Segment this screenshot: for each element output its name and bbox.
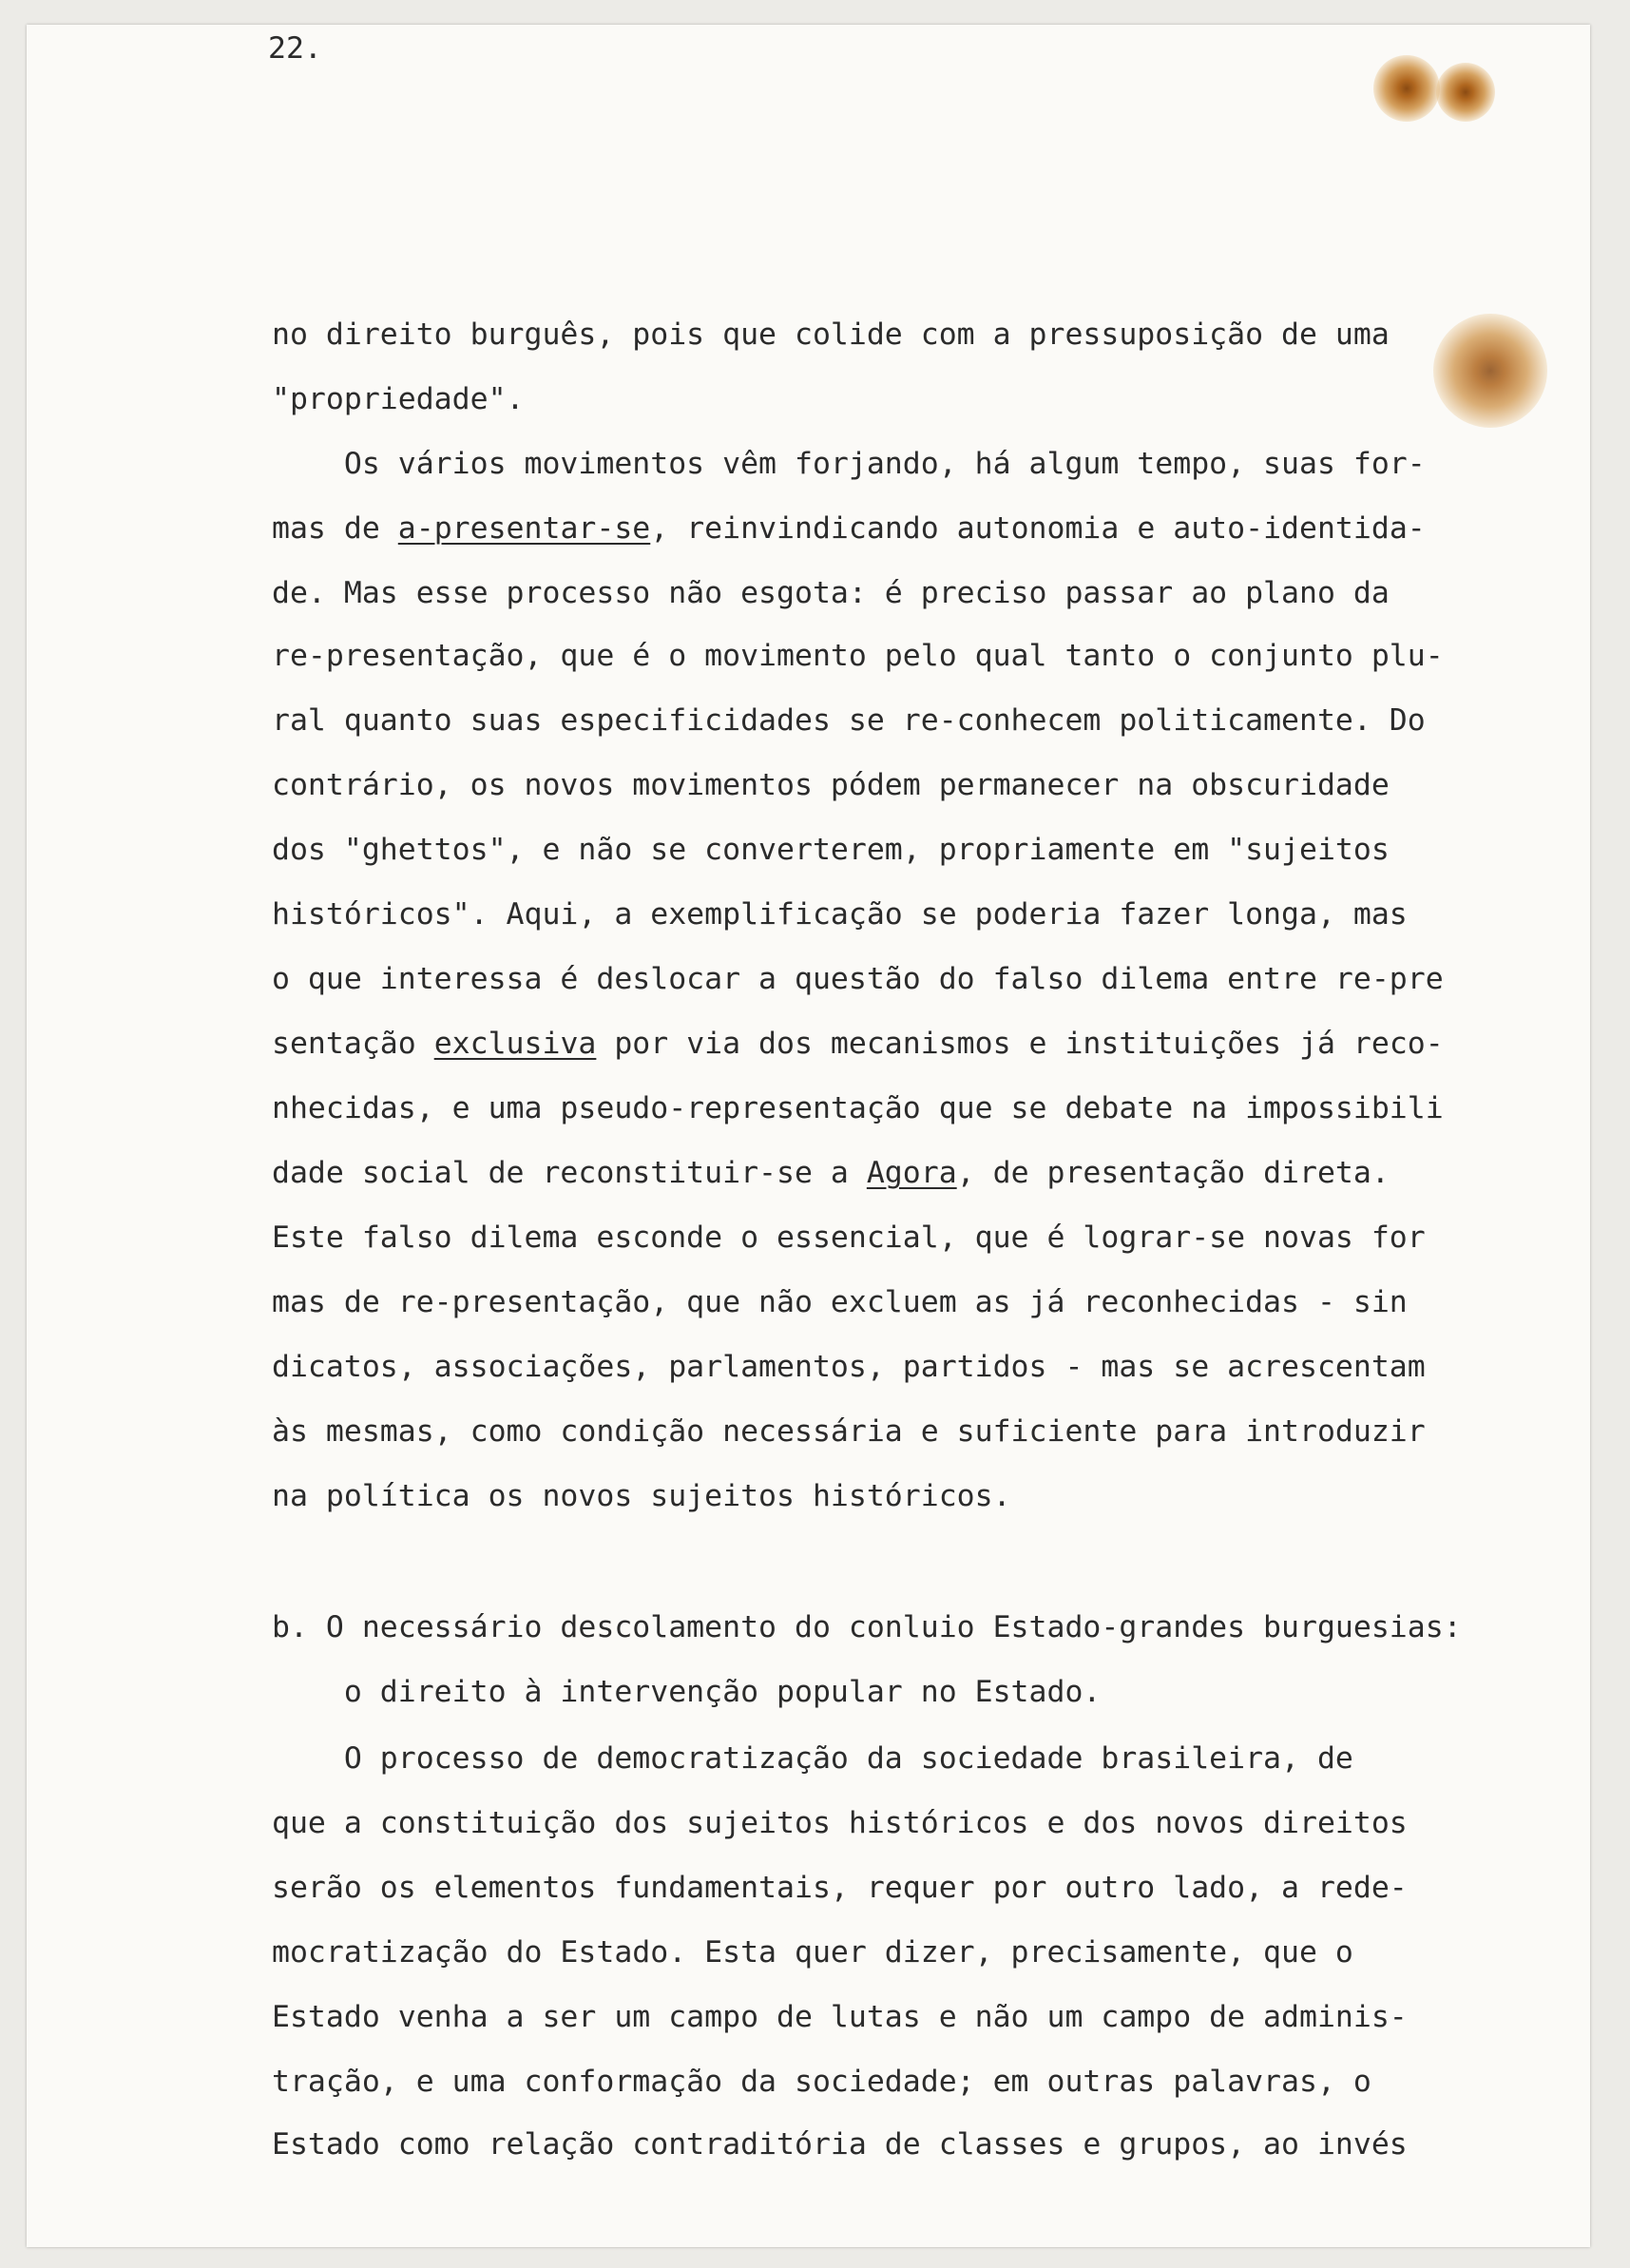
text-line: históricos". Aqui, a exemplificação se poderia fazer longa, mas: [272, 897, 1408, 932]
text-line: mocratização do Estado. Esta quer dizer, precisamente, que o: [272, 1935, 1353, 1970]
text-line: o direito à intervenção popular no Estado.: [272, 1675, 1102, 1709]
text-line: mas de re-presentação, que não excluem as já reconhecidas - sin: [272, 1285, 1408, 1319]
text-line: ral quanto suas especificidades se re-conhecem politicamente. Do: [272, 703, 1426, 738]
text-line: Estado como relação contraditória de classes e grupos, ao invés: [272, 2127, 1408, 2162]
text-line: O processo de democratização da sociedade brasileira, de: [272, 1741, 1353, 1776]
text-line: Estado venha a ser um campo de lutas e não um campo de adminis-: [272, 2000, 1408, 2034]
coffee-stain: [1436, 63, 1495, 122]
text-line: mas de a-presentar-se, reinvindicando autonomia e auto-identida-: [272, 511, 1426, 546]
text-line: no direito burguês, pois que colide com a pressuposição de uma: [272, 317, 1390, 352]
text-line: Os vários movimentos vêm forjando, há algum tempo, suas for-: [272, 447, 1426, 481]
page-number: 22.: [268, 31, 322, 66]
coffee-stain: [1373, 55, 1440, 122]
text-line: na política os novos sujeitos históricos.: [272, 1479, 1011, 1513]
text-line: Este falso dilema esconde o essencial, que é lograr-se novas for: [272, 1220, 1426, 1255]
text-line: tração, e uma conformação da sociedade; em outras palavras, o: [272, 2065, 1371, 2099]
text-line: às mesmas, como condição necessária e suficiente para introduzir: [272, 1414, 1426, 1449]
document-page: [27, 25, 1590, 2247]
text-line: dade social de reconstituir-se a Agora, de presentação direta.: [272, 1156, 1390, 1190]
text-line: "propriedade".: [272, 382, 525, 416]
text-line: o que interessa é deslocar a questão do falso dilema entre re-pre: [272, 962, 1444, 996]
text-line: nhecidas, e uma pseudo-representação que se debate na impossibili: [272, 1091, 1444, 1125]
text-line: sentação exclusiva por via dos mecanismos e instituições já reco-: [272, 1027, 1444, 1061]
text-line: b. O necessário descolamento do conluio Estado-grandes burguesias:: [272, 1610, 1462, 1644]
text-line: dos "ghettos", e não se converterem, propriamente em "sujeitos: [272, 833, 1390, 867]
text-line: que a constituição dos sujeitos históricos e dos novos direitos: [272, 1806, 1408, 1840]
text-line: contrário, os novos movimentos pódem permanecer na obscuridade: [272, 768, 1390, 802]
text-line: serão os elementos fundamentais, requer por outro lado, a rede-: [272, 1871, 1408, 1905]
text-line: dicatos, associações, parlamentos, partidos - mas se acrescentam: [272, 1350, 1426, 1384]
coffee-stain: [1433, 314, 1547, 428]
text-line: re-presentação, que é o movimento pelo qual tanto o conjunto plu-: [272, 639, 1444, 673]
text-line: de. Mas esse processo não esgota: é preciso passar ao plano da: [272, 576, 1390, 610]
